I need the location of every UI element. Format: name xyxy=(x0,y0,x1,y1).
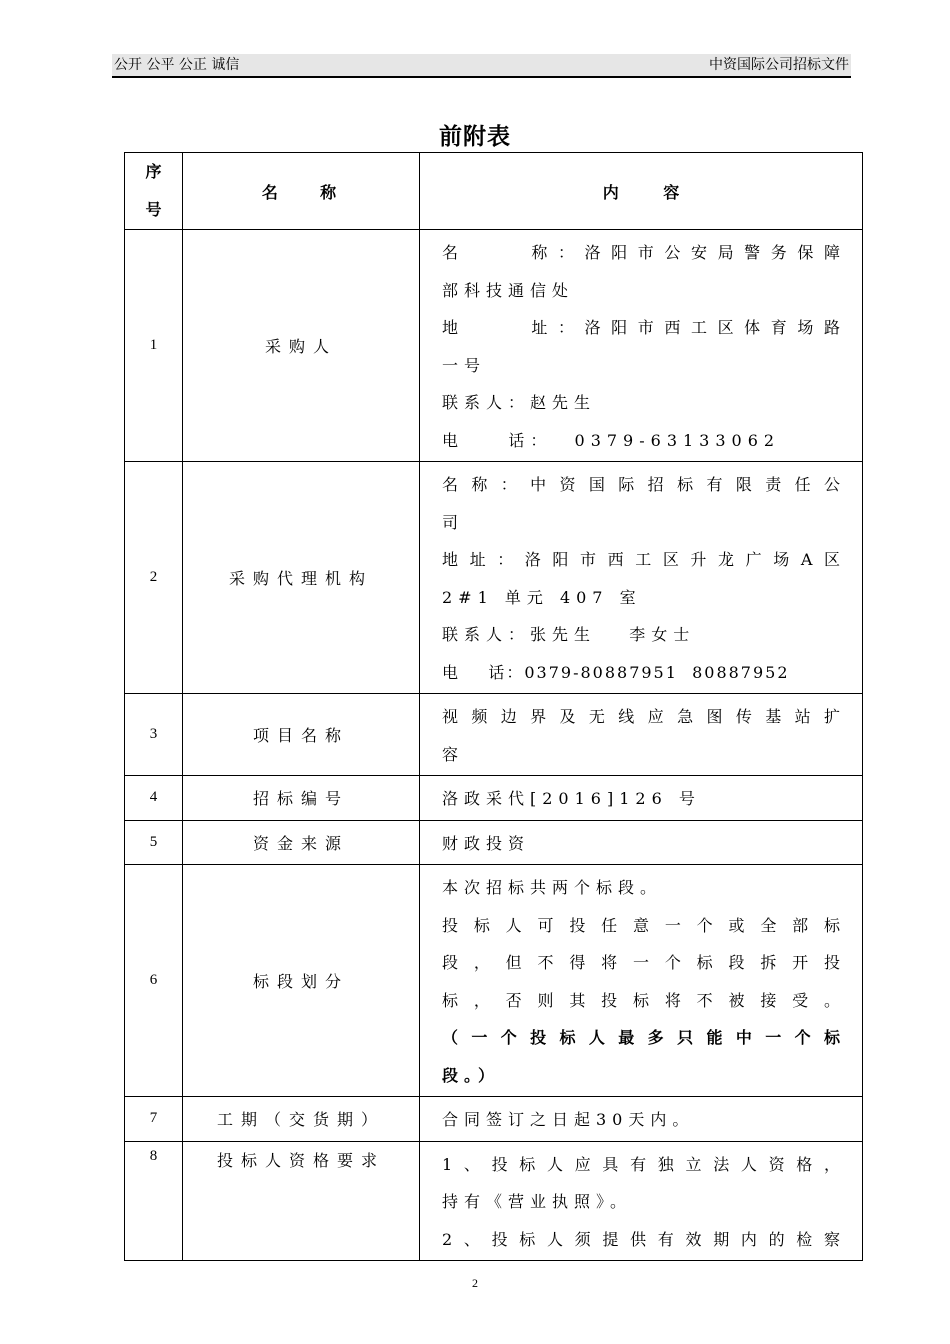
row-content xyxy=(420,230,863,462)
page-title: 前附表 xyxy=(439,124,511,150)
row-content xyxy=(420,1097,863,1142)
content-line: 投标人可投任意一个或全部标 xyxy=(442,915,846,935)
row-seq: 2 xyxy=(125,462,183,694)
content-line: 合同签订之日起30天内。 xyxy=(442,1110,695,1129)
content-line: 地 址：洛阳市西工区体育场路 xyxy=(442,318,846,337)
content-line: 财政投资 xyxy=(442,833,531,853)
row-name: 工期（交货期） xyxy=(183,1097,420,1142)
row-name: 标段划分 xyxy=(183,865,420,1097)
header-seq-line2: 号 xyxy=(145,200,162,219)
header-seq xyxy=(125,153,183,230)
row-seq: 6 xyxy=(125,865,183,1097)
content-line: 联系人：张先生 李女士 xyxy=(442,625,696,644)
row-name: 采购代理机构 xyxy=(183,462,420,694)
content-line: 段，但不得将一个标段拆开投 xyxy=(442,953,846,972)
row-seq: 5 xyxy=(125,820,183,865)
row-content xyxy=(420,820,863,865)
row-content xyxy=(420,776,863,821)
content-line: 电 话： 0379-63133062 xyxy=(442,430,781,450)
row-seq: 8 xyxy=(125,1141,183,1261)
table-row xyxy=(125,865,863,1097)
content-line: 名 称：洛阳市公安局警务保障 xyxy=(442,243,846,262)
header-content: 内 容 xyxy=(420,153,863,230)
row-name: 资金来源 xyxy=(183,820,420,865)
appendix-table xyxy=(124,152,863,1261)
content-line: 本次招标共两个标段。 xyxy=(442,878,663,897)
table-row xyxy=(125,820,863,865)
content-line: 司 xyxy=(442,512,465,532)
table-row xyxy=(125,462,863,694)
row-content xyxy=(420,462,863,694)
content-line: 洛政采代[2016]126 号 xyxy=(442,789,701,808)
page-header xyxy=(112,54,851,78)
content-line: 地址：洛阳市西工区升龙广场A区 xyxy=(442,550,846,569)
content-line: 2、投标人须提供有效期内的检察 xyxy=(442,1229,846,1249)
row-content xyxy=(420,694,863,776)
content-line: 名称：中资国际招标有限责任公 xyxy=(442,475,846,494)
table-header-row xyxy=(125,153,863,230)
header-doc-title: 中资国际公司招标文件 xyxy=(709,57,849,73)
row-name: 投标人资格要求 xyxy=(183,1141,420,1261)
content-line-emphasis: 段。） xyxy=(442,1065,501,1085)
header-slogan: 公开 公平 公正 诚信 xyxy=(114,57,240,73)
row-seq: 1 xyxy=(125,230,183,462)
table-row xyxy=(125,694,863,776)
content-line: 1、投标人应具有独立法人资格， xyxy=(442,1154,846,1174)
table-row xyxy=(125,230,863,462)
content-line-emphasis: （一个投标人最多只能中一个标 xyxy=(442,1028,846,1047)
table-row xyxy=(125,776,863,821)
table-row xyxy=(125,1097,863,1142)
row-content xyxy=(420,1141,863,1261)
content-line: 容 xyxy=(442,744,465,764)
header-seq-line1: 序 xyxy=(145,162,162,181)
row-name: 招标编号 xyxy=(183,776,420,821)
content-line: 部科技通信处 xyxy=(442,280,575,300)
row-name: 项目名称 xyxy=(183,694,420,776)
header-name: 名 称 xyxy=(183,153,420,230)
row-seq: 7 xyxy=(125,1097,183,1142)
page-number: 2 xyxy=(472,1276,478,1290)
content-line: 一号 xyxy=(442,355,487,375)
row-name: 采购人 xyxy=(183,230,420,462)
content-line: 联系人：赵先生 xyxy=(442,393,597,412)
content-line: 视频边界及无线应急图传基站扩 xyxy=(442,707,846,726)
content-line: 持有《营业执照》。 xyxy=(442,1192,633,1211)
table-row xyxy=(125,1141,863,1261)
row-content xyxy=(420,865,863,1097)
row-seq: 3 xyxy=(125,694,183,776)
content-line: 2#1 单元 407 室 xyxy=(442,587,642,607)
row-seq: 4 xyxy=(125,776,183,821)
content-line: 标，否则其投标将不被接受。 xyxy=(442,990,846,1010)
content-line: 电 话：0379-80887951 80887952 xyxy=(442,662,790,682)
